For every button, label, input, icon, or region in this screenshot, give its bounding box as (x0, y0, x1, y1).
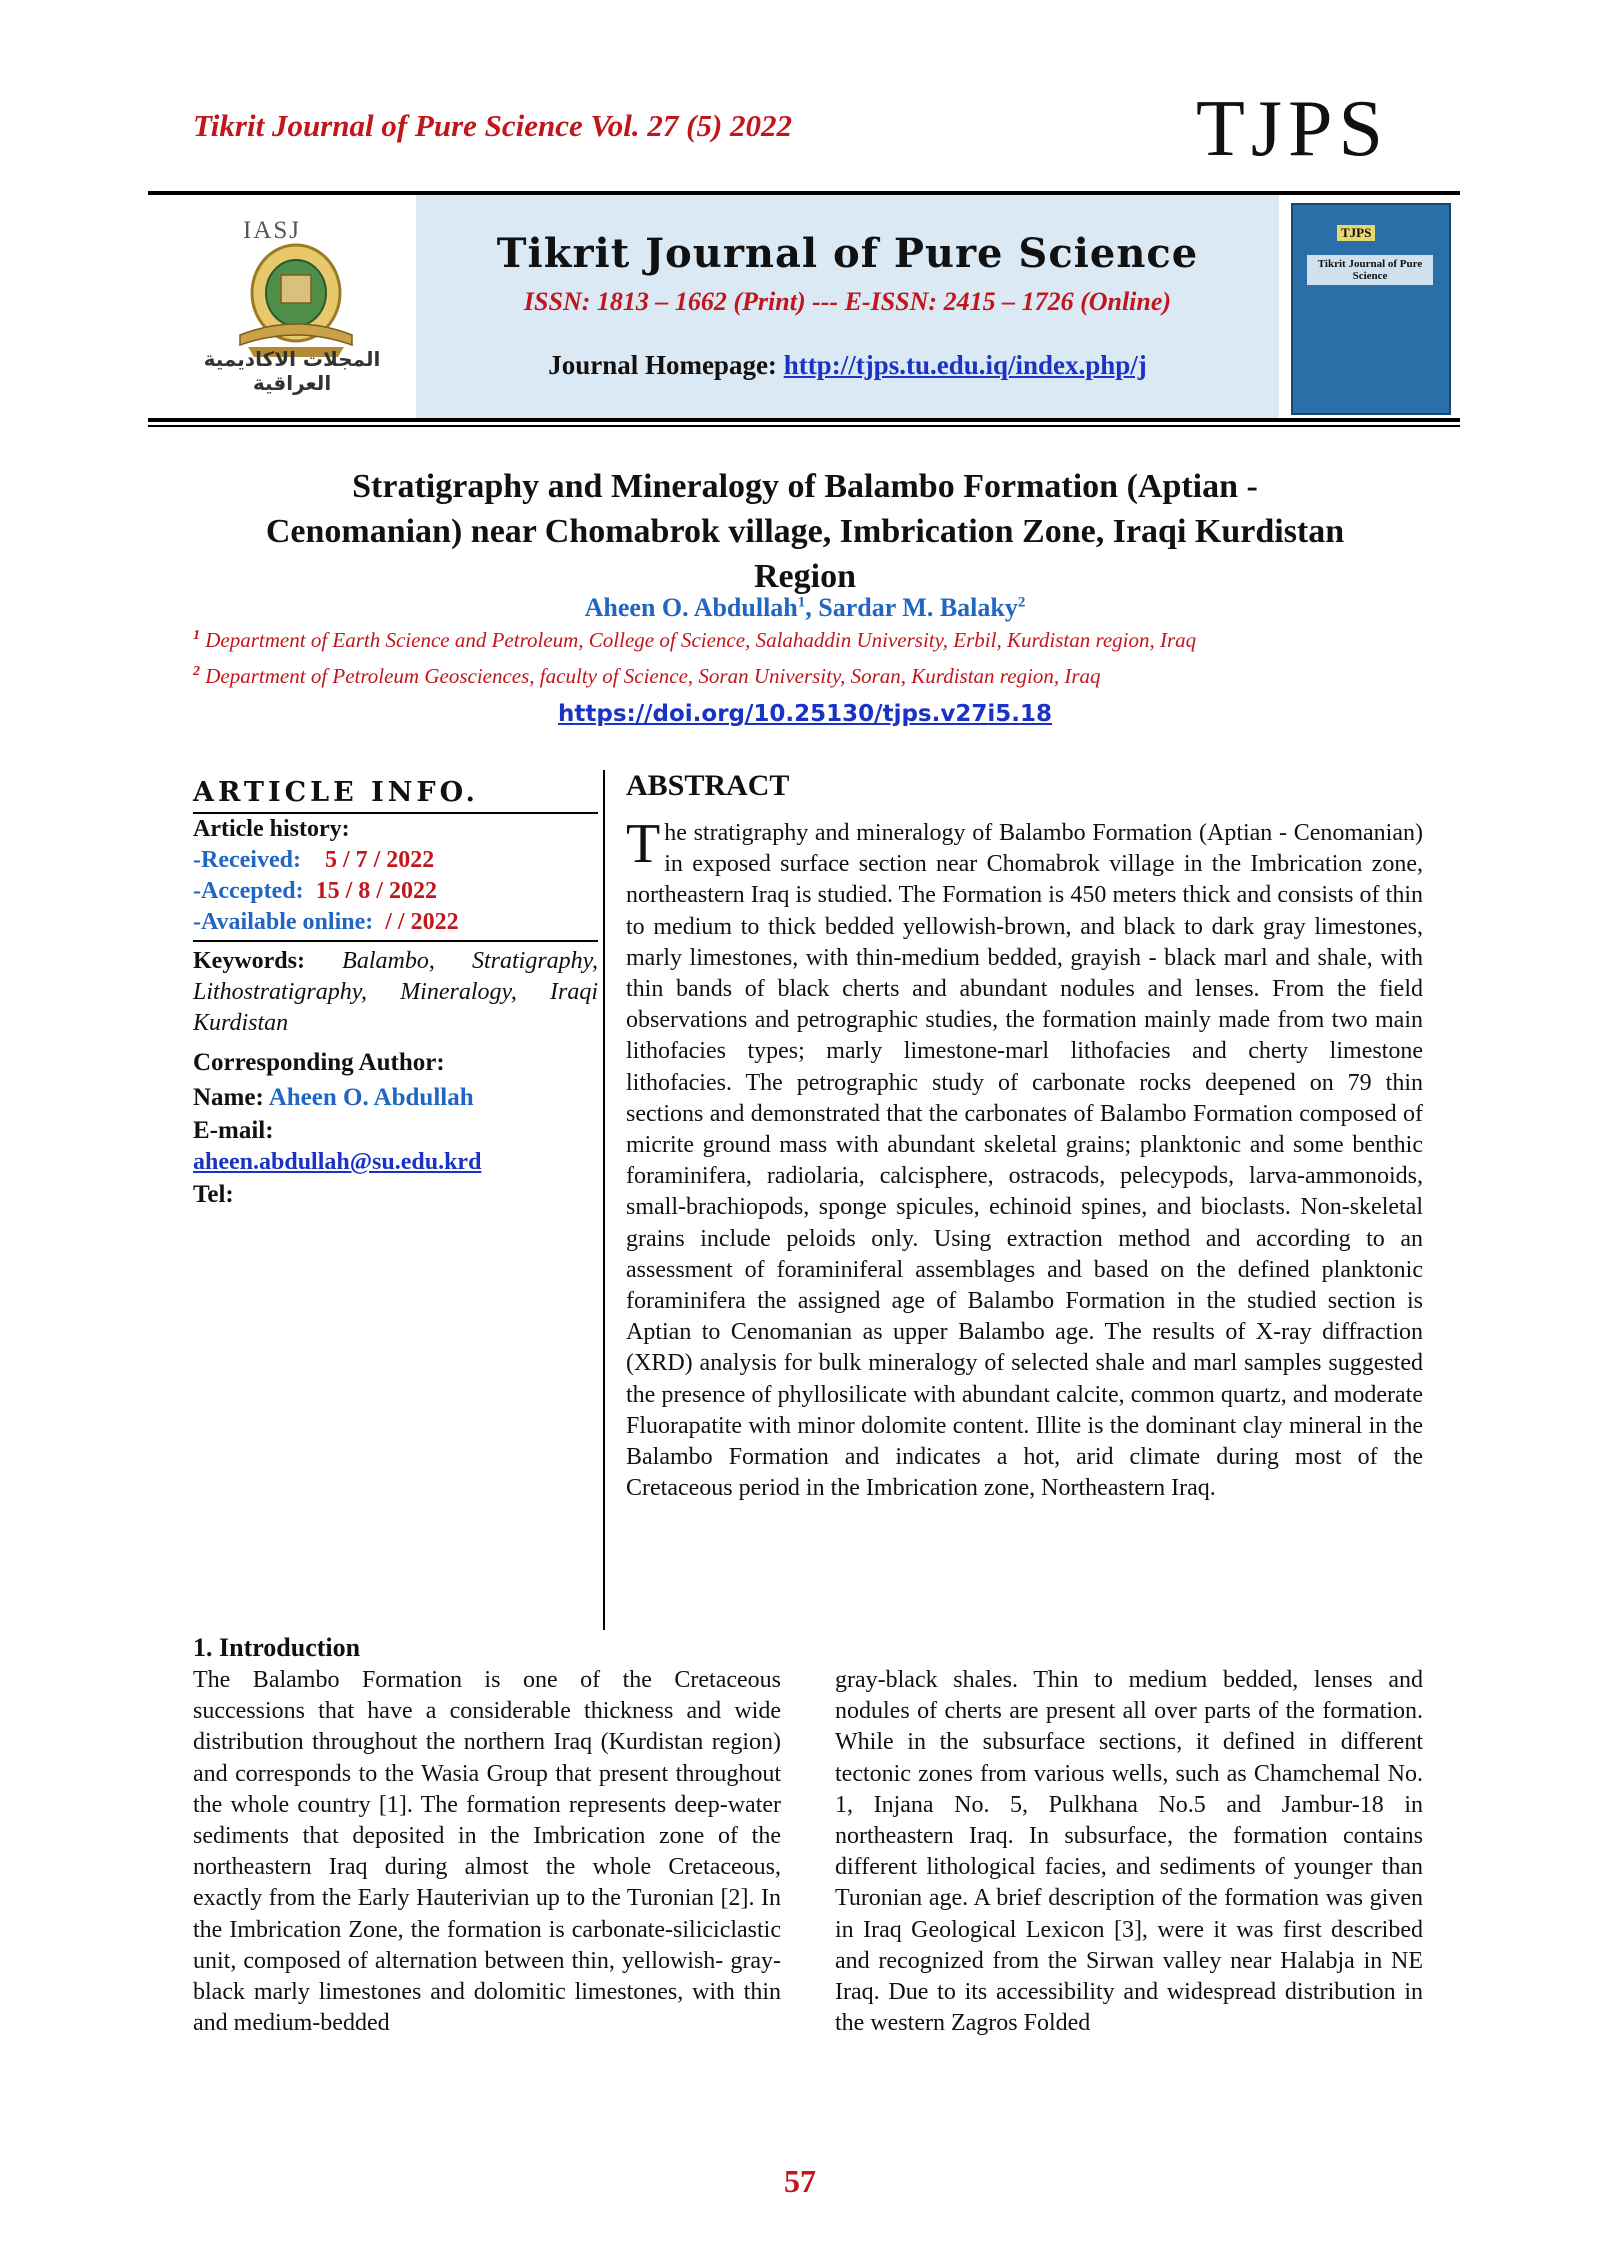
author-affil-marker: 1 (797, 594, 806, 611)
email-label: E-mail: (193, 1117, 274, 1144)
affiliation-2 (193, 664, 1443, 689)
introduction-right-column: gray-black shales. Thin to medium bedded, lenses and nodules of cherts are present all over parts of the formation. While in the subsurface sections, it defined in different tectonic zones from various wells, such as Chamchemal No. 1, Injana No. 5, Pulkhana No.5 and Jambur-18 in northeastern Iraq. In subsurface, the formation contains different lithological facies, and sediments of younger than Turonian age. A brief description of the formation was given in Iraq Geological Lexicon [3], were it was first described and recognized from the Sirwan valley near Halabja in NE Iraq. Due to its accessibility and widespread distribution in the western Zagros Folded (835, 1667, 1423, 2037)
author-name: Aheen O. Abdullah (584, 593, 798, 622)
accepted-value: 15 / 8 / 2022 (315, 878, 437, 904)
corresponding-author-label: Corresponding Author: (193, 1049, 445, 1076)
article-title-line: Stratigraphy and Mineralogy of Balambo Formation (Aptian - (352, 468, 1258, 505)
journal-homepage (416, 350, 1279, 381)
keywords-text: Balambo, Stratigraphy, Lithostratigraphy, Mineralogy, Iraqi Kurdistan (193, 948, 598, 1036)
cover-badge: TJPS (1337, 225, 1375, 241)
page-number: 57 (784, 2163, 816, 2199)
introduction-left-column: The Balambo Formation is one of the Cretaceous successions that have a considerable thickness and wide distribution throughout the northern Iraq (Kurdistan region) and corresponds to the Wasia Group that present throughout the whole country [1]. The formation represents deep-water sediments that deposited in the Imbrication zone of the northeastern Iraq during almost the whole Cretaceous, exactly from the Early Hauterivian up to the Turonian [2]. In the Imbrication Zone, the formation is carbonate-siliciclastic unit, composed of alternation between thin, yellowish- gray-black marly limestones and dolomitic limestones, with thin and medium-bedded (193, 1667, 781, 2037)
author-name: Sardar M. Balaky (818, 593, 1018, 622)
online-label: -Available online: (193, 909, 374, 935)
affiliation-marker: 2 (193, 664, 200, 679)
masthead-title-band (416, 195, 1279, 418)
article-title-line: Cenomanian) near Chomabrok village, Imbrication Zone, Iraqi Kurdistan (265, 513, 1345, 550)
cover-title: Tikrit Journal of Pure Science (1307, 255, 1433, 285)
journal-cover-thumbnail (1279, 195, 1460, 418)
masthead-bottom-rule (148, 418, 1460, 422)
masthead-bottom-rule-thin (148, 425, 1460, 427)
available-online-date (193, 907, 598, 938)
abstract-body (626, 813, 1423, 1504)
masthead (148, 195, 1460, 418)
affiliation-1 (193, 628, 1443, 653)
received-date (193, 845, 598, 876)
corresponding-author-name: Aheen O. Abdullah (268, 1084, 474, 1111)
keywords-label: Keywords: (193, 948, 305, 974)
journal-title: Tikrit Journal of Pure Science (496, 230, 1199, 277)
iasj-arabic-text: المجلات الاكاديمية العراقية (203, 347, 381, 395)
article-info-panel (193, 776, 598, 1211)
info-divider (193, 940, 598, 942)
article-title (180, 464, 1430, 599)
author-list (180, 593, 1430, 623)
abstract-heading: ABSTRACT (626, 769, 790, 802)
author-affil-marker: 2 (1017, 594, 1026, 611)
received-value: 5 / 7 / 2022 (324, 847, 435, 873)
iasj-logo-text: IASJ (243, 217, 302, 244)
article-title-line: Region (754, 558, 856, 595)
tel-label: Tel: (193, 1181, 234, 1208)
affiliation-marker: 1 (193, 628, 200, 643)
author-name-line (193, 1081, 598, 1114)
affiliation-text: Department of Earth Science and Petroleum, College of Science, Salahaddin University, Erbil, Kurdistan region, Iraq (200, 628, 1197, 652)
name-label: Name: (193, 1084, 264, 1111)
received-label: -Received: (193, 847, 301, 873)
author-separator: , (805, 593, 819, 622)
abstract-dropcap: T (626, 813, 661, 875)
abstract-text: he stratigraphy and mineralogy of Balambo Formation (Aptian - Cenomanian) in exposed surface section near Chomabrok village in the Imbrication zone, northeastern Iraq is studied. The Formation is 450 meters thick and consists of thin to medium to thick bedded yellowish-brown, and black to dark gray limestones, marly limestones, with thin-medium bedded, grayish - black marl and shale, with thin bands of black cherts and abundant nodules and lenses. From the field observations and petrographic studies, the formation mainly made from two main lithofacies types; marly limestone-marl lithofacies and cherty limestone lithofacies. The petrographic study of carbonate rocks deepened on 79 thin sections and demonstrated that the carbonates of Balambo Formation composed of micrite ground mass with abundant skeletal grains; planktonic and some benthic foraminifera, radiolaria, calcisphere, ostracods, pelecypods, larva-ammonoids, small-brachiopods, sponge spicules, echinoid spines, and bioclasts. Non-skeletal grains include peloids only. Using extraction method and according to an assessment of foraminiferal assemblages and based on the defined planktonic foraminifera the assigned age of Balambo Formation in the studied section is Aptian to Cenomanian as upper Balambo age. The results of X-ray diffraction (XRD) analysis for bulk mineralogy of selected shale and marl samples suggested the presence of phyllosilicate with abundant calcite, common quartz, and moderate Fluorapatite with minor dolomite content. Illite is the dominant clay mineral in the Balambo Formation and indicates a hot, arid climate during most of the Cretaceous period in the Imbrication zone, Northeastern Iraq. (626, 820, 1423, 1502)
abstract (626, 766, 1423, 1504)
journal-mark: TJPS (1196, 85, 1389, 173)
email-link[interactable]: aheen.abdullah@su.edu.krd (193, 1149, 482, 1175)
doi-link[interactable]: https://doi.org/10.25130/tjps.v27i5.18 (558, 701, 1052, 727)
issn-line: ISSN: 1813 – 1662 (Print) --- E-ISSN: 2415 – 1726 (Online) (523, 287, 1172, 316)
accepted-date (193, 876, 598, 907)
article-info-heading: ARTICLE INFO. (193, 776, 598, 814)
homepage-label: Journal Homepage: (548, 350, 777, 380)
introduction-heading: 1. Introduction (193, 1633, 361, 1662)
column-divider (603, 770, 605, 1630)
accepted-label: -Accepted: (193, 878, 304, 904)
keywords (193, 946, 598, 1039)
online-value: / / 2022 (385, 909, 459, 935)
homepage-link[interactable]: http://tjps.tu.edu.iq/index.php/j (783, 350, 1147, 380)
running-head: Tikrit Journal of Pure Science Vol. 27 (5) 2022 (193, 108, 793, 143)
affiliation-text: Department of Petroleum Geosciences, faculty of Science, Soran University, Soran, Kurdistan region, Iraq (200, 664, 1101, 688)
article-history-label: Article history: (193, 816, 350, 842)
iasj-logo (148, 195, 416, 418)
